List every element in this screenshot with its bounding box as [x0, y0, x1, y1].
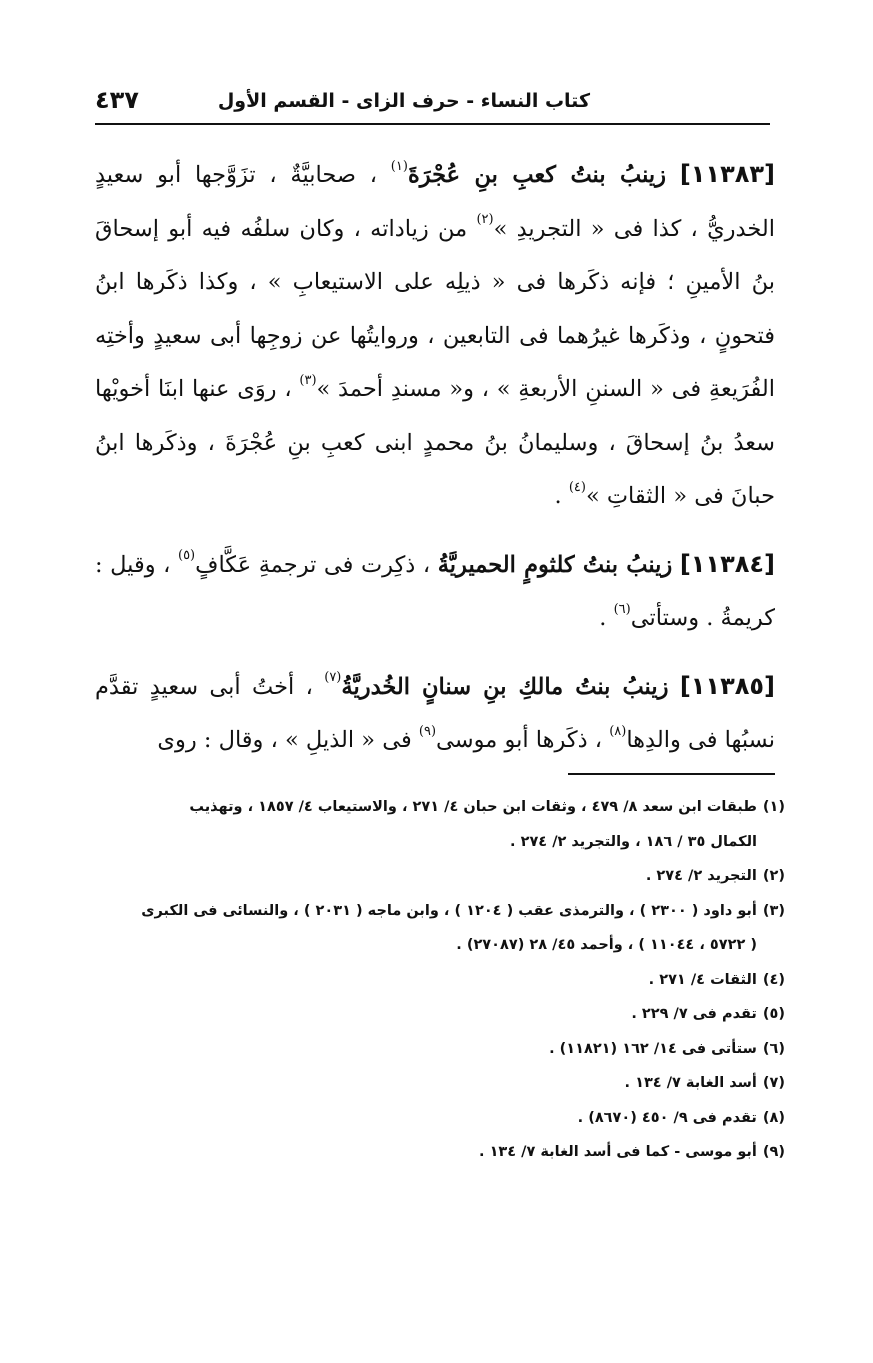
entry-text: ، روَى عنها ابنَا أخويْها سعدُ بنُ إسحاقَ ، وسليمانُ بنُ محمدٍ ابنى كعبِ بنِ عُجْرَةَ ، وذكَرها ابنُ حبانَ فى « الثقاتِ » [95, 376, 775, 509]
entry-text: فى « الذيلِ » ، وقال : روى [157, 727, 412, 753]
footnote-3-continued: ( ٥٧٢٢ ، ١١٠٤٤ ) ، وأحمد ٤٥/ ٢٨ (٢٧٠٨٧) . [456, 937, 757, 953]
footnote-1-continued: الكمال ٣٥ / ١٨٦ ، والتجريد ٢/ ٢٧٤ . [510, 833, 757, 850]
footnote-9 [95, 1135, 785, 1170]
entry-11385 [95, 660, 775, 768]
footnote-text: تقدم فى ٩/ ٤٥٠ (٨٦٧٠) . [577, 1109, 757, 1126]
footnote-separator [568, 773, 775, 775]
entry-number: [١١٣٨٣] [679, 160, 775, 188]
footnote-text: الثقات ٤/ ٢٧١ . [648, 971, 757, 988]
footnote-number: (٧) [762, 1075, 785, 1091]
main-text [95, 148, 775, 768]
footnote-text: تقدم فى ٧/ ٢٢٩ . [631, 1006, 757, 1022]
footnote-8 [95, 1101, 785, 1136]
entry-text: . [599, 605, 607, 631]
entry-text: ، ذكِرت فى ترجمةِ عَكَّافٍ [195, 551, 431, 578]
entry-text: ، ذكَرها أبو موسى [436, 727, 603, 753]
footnotes [95, 790, 785, 1170]
footnote-text: التجريد ٢/ ٢٧٤ . [645, 868, 757, 884]
entry-text: ، أختُ أبى سعيدٍ تقدَّم نسبُها فى والدِها [95, 673, 775, 753]
footnote-ref: (١) [390, 158, 408, 174]
entry-11384 [95, 538, 775, 646]
footnote-6 [95, 1032, 785, 1067]
footnote-7 [95, 1066, 785, 1101]
entry-name: زينبُ بنتُ مالكِ بنِ سنانٍ الخُدريَّةُ [341, 673, 669, 700]
footnote-ref: (٨) [609, 723, 627, 739]
footnote-ref: (٦) [613, 601, 631, 617]
footnote-number: (٩) [762, 1144, 785, 1160]
entry-number: [١١٣٨٥] [679, 671, 775, 700]
running-title: كتاب النساء - حرف الزاى - القسم الأول [217, 90, 590, 112]
footnote-text: أبو داود ( ٢٣٠٠ ) ، والترمذى عقب ( ١٢٠٤ ) ، وابن ماجه ( ٢٠٣١ ) ، والنسائى فى الكبرى [141, 902, 757, 919]
footnote-number: (٥) [762, 1006, 785, 1022]
footnote-number: (٢) [762, 868, 785, 884]
entry-name: زينبُ بنتُ كعبِ بنِ عُجْرَةَ [407, 162, 667, 188]
entry-11383 [95, 148, 775, 524]
footnote-ref: (٥) [177, 548, 196, 563]
entry-text: من زياداته ، وكان سلفُه فيه أبو إسحاقَ بنُ الأمينِ ؛ فإنه ذكَرها فى « ذيلِه على الاستيعابِ » ، وكذا ذكَرها ابنُ فتحونٍ ، وذكَرها غيرُهما فى التابعين ، وروايتُها عن زوجِها أبى سعيدٍ وأختِه الفُرَيعةِ فى « السننِ الأربعةِ » ، و« مسندِ أحمدَ » [95, 215, 775, 402]
footnote-5 [95, 997, 785, 1032]
footnote-ref: (٣) [299, 372, 317, 388]
footnote-3 [95, 894, 785, 929]
header-rule [95, 123, 770, 125]
footnote-ref: (٩) [418, 723, 437, 739]
footnote-text: أبو موسى - كما فى أسد الغابة ٧/ ١٣٤ . [479, 1144, 757, 1160]
footnote-number: (٦) [762, 1040, 785, 1057]
running-header [95, 82, 770, 122]
footnote-ref: (٤) [568, 479, 586, 495]
footnote-text: أسد الغابة ٧/ ١٣٤ . [624, 1075, 757, 1091]
footnote-ref: (٧) [324, 670, 342, 685]
footnote-number: (٤) [762, 971, 785, 988]
footnote-4 [95, 963, 785, 998]
footnote-ref: (٢) [476, 212, 494, 227]
entry-text: ، صحابيَّةٌ ، تزَوَّجها أبو سعيدٍ الخدريُّ ، كذا فى « التجريدِ » [95, 162, 775, 242]
footnote-1 [95, 790, 785, 825]
footnote-2 [95, 859, 785, 894]
footnote-number: (٨) [762, 1109, 785, 1126]
footnote-number: (١) [762, 799, 785, 815]
entry-number: [١١٣٨٤] [679, 549, 775, 578]
entry-text: . [554, 483, 562, 509]
footnote-number: (٣) [762, 902, 785, 919]
page-number: ٤٣٧ [95, 86, 139, 114]
footnote-text: طبقات ابن سعد ٨/ ٤٧٩ ، وثقات ابن حبان ٤/ ٢٧١ ، والاستيعاب ٤/ ١٨٥٧ ، وتهذيب [189, 799, 757, 815]
footnote-text: ستأتى فى ١٤/ ١٦٢ (١١٨٢١) . [549, 1040, 757, 1057]
entry-text: ، وقيل : كريمةُ . وستأتى [95, 551, 775, 631]
entry-name: زينبُ بنتُ كلثومٍ الحميريَّةُ [437, 551, 673, 578]
